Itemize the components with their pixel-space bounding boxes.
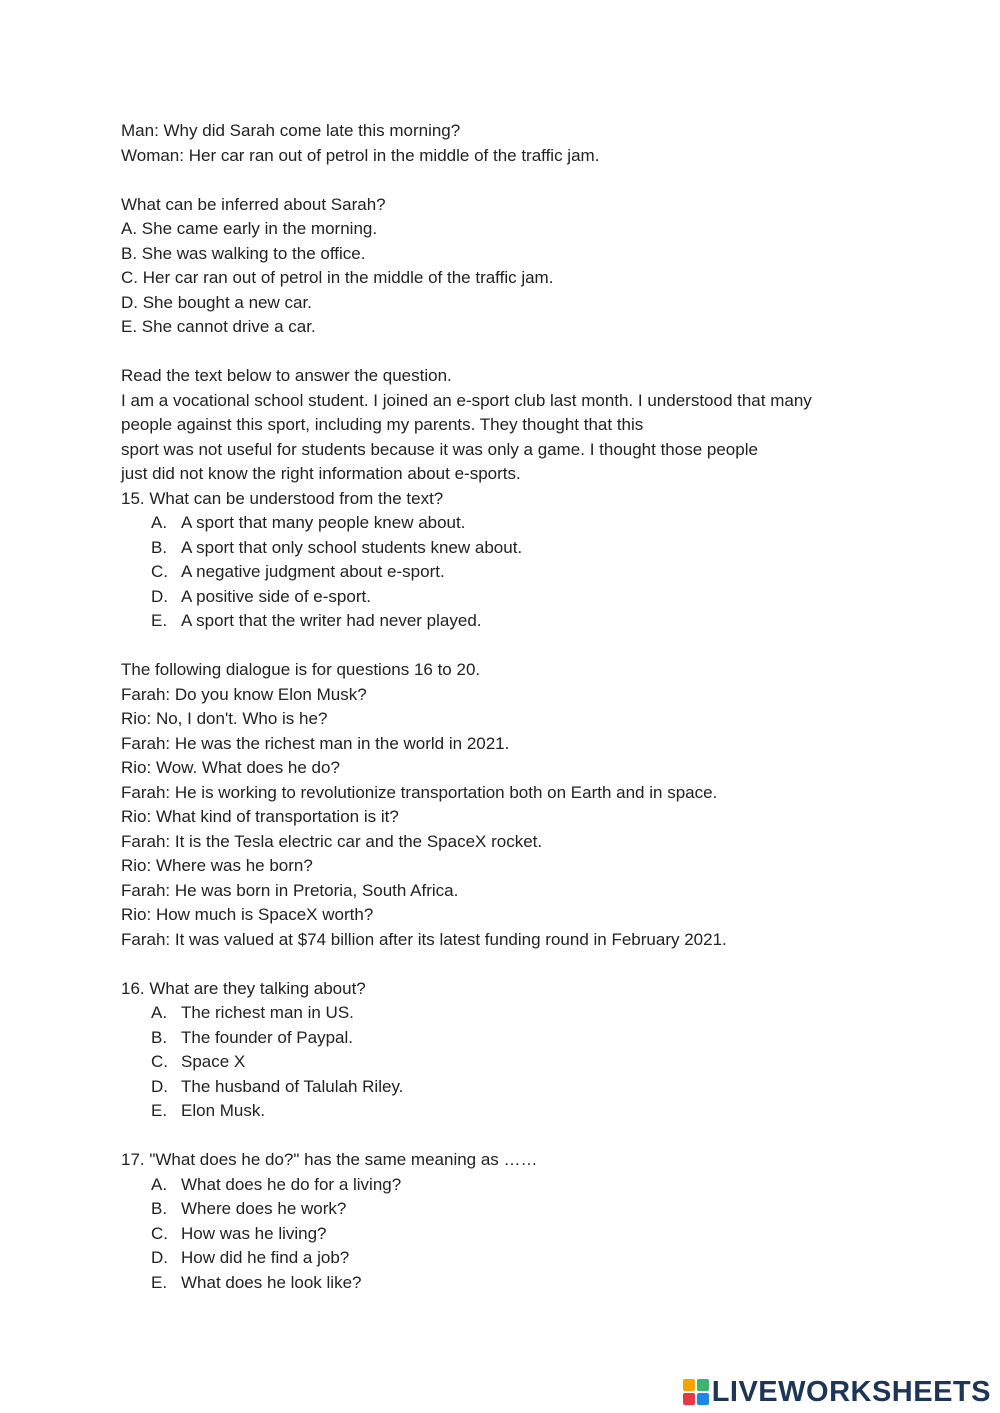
option-15-b xyxy=(121,536,921,561)
option-15-d xyxy=(121,585,921,610)
dialogue-line: Farah: He was born in Pretoria, South Africa. xyxy=(121,880,459,900)
option-15-c xyxy=(121,560,921,585)
question-15: 15. What can be understood from the text? xyxy=(121,488,444,508)
option-17-a xyxy=(121,1173,921,1198)
logo-square xyxy=(697,1393,709,1405)
option-letter: A. xyxy=(151,1174,168,1194)
question-sarah: What can be inferred about Sarah? xyxy=(121,194,386,214)
option-text: How did he find a job? xyxy=(181,1248,350,1267)
option-17-b xyxy=(121,1197,921,1222)
option-sarah-d: D. She bought a new car. xyxy=(121,292,312,312)
option-17-c xyxy=(121,1222,921,1247)
option-17-d xyxy=(121,1246,921,1271)
dialogue-line: Farah: It is the Tesla electric car and the SpaceX rocket. xyxy=(121,831,543,851)
option-letter: A. xyxy=(151,1003,168,1022)
logo-mark-icon xyxy=(683,1379,709,1405)
option-16-e xyxy=(121,1099,921,1124)
option-text: A negative judgment about e-sport. xyxy=(181,562,445,581)
option-text: A positive side of e-sport. xyxy=(181,586,371,606)
option-17-e xyxy=(121,1271,921,1296)
option-letter: B. xyxy=(151,1199,168,1218)
option-text: A sport that the writer had never played. xyxy=(181,611,482,630)
brand-name: LIVEWORKSHEETS xyxy=(711,1375,991,1408)
reading-line: people against this sport, including my parents. They thought that this xyxy=(121,415,644,434)
dialogue-line: Rio: No, I don't. Who is he? xyxy=(121,709,328,728)
option-letter: B. xyxy=(151,537,168,557)
option-text: The richest man in US. xyxy=(181,1003,354,1022)
option-letter: A. xyxy=(151,513,168,532)
dialogue-line: Rio: What kind of transportation is it? xyxy=(121,807,399,826)
dialogue-intro: The following dialogue is for questions 16 to 20. xyxy=(121,660,481,679)
option-16-b xyxy=(121,1026,921,1051)
option-text: A sport that only school students knew about. xyxy=(181,537,523,557)
option-text: A sport that many people knew about. xyxy=(181,513,466,532)
question-16: 16. What are they talking about? xyxy=(121,978,366,998)
option-letter: C. xyxy=(151,1223,168,1243)
dialogue-line: Rio: How much is SpaceX worth? xyxy=(121,905,374,924)
reading-intro: Read the text below to answer the question. xyxy=(121,366,452,385)
option-16-d xyxy=(121,1075,921,1100)
option-sarah-e: E. She cannot drive a car. xyxy=(121,317,316,336)
option-text: What does he do for a living? xyxy=(181,1174,402,1194)
option-text: The husband of Talulah Riley. xyxy=(181,1076,404,1096)
logo-square xyxy=(697,1379,709,1391)
reading-line: I am a vocational school student. I joined an e-sport club last month. I understood that many xyxy=(121,390,812,410)
option-letter: D. xyxy=(151,1076,168,1096)
option-sarah-b: B. She was walking to the office. xyxy=(121,243,366,263)
dialogue-line: Farah: Do you know Elon Musk? xyxy=(121,684,367,704)
option-letter: C. xyxy=(151,1052,168,1071)
option-letter: E. xyxy=(151,611,168,630)
option-text: Where does he work? xyxy=(181,1199,347,1218)
logo-square xyxy=(683,1379,695,1391)
option-16-c xyxy=(121,1050,921,1075)
option-15-e xyxy=(121,609,921,634)
dialogue-line: Farah: He was the richest man in the world in 2021. xyxy=(121,733,510,753)
dialogue-line: Farah: It was valued at $74 billion after its latest funding round in February 2021. xyxy=(121,929,727,949)
option-text: The founder of Paypal. xyxy=(181,1027,354,1047)
dialogue-line-woman: Woman: Her car ran out of petrol in the middle of the traffic jam. xyxy=(121,145,600,165)
worksheet-page xyxy=(121,119,921,1295)
option-text: What does he look like? xyxy=(181,1272,362,1292)
option-text: Space X xyxy=(181,1052,246,1071)
option-letter: C. xyxy=(151,562,168,581)
reading-line: just did not know the right information about e-sports. xyxy=(121,464,521,483)
option-letter: D. xyxy=(151,586,168,606)
logo-square xyxy=(683,1393,695,1405)
option-letter: B. xyxy=(151,1027,168,1047)
question-17: 17. "What does he do?" has the same meaning as …… xyxy=(121,1150,538,1169)
liveworksheets-logo[interactable] xyxy=(683,1377,991,1407)
dialogue-line: Farah: He is working to revolutionize transportation both on Earth and in space. xyxy=(121,782,718,802)
option-letter: D. xyxy=(151,1248,168,1267)
dialogue-line-man: Man: Why did Sarah come late this morning? xyxy=(121,121,461,140)
dialogue-line: Rio: Where was he born? xyxy=(121,856,313,875)
option-letter: E. xyxy=(151,1101,168,1120)
option-15-a xyxy=(121,511,921,536)
option-text: How was he living? xyxy=(181,1223,327,1243)
option-sarah-a: A. She came early in the morning. xyxy=(121,219,378,238)
dialogue-line: Rio: Wow. What does he do? xyxy=(121,758,340,777)
option-16-a xyxy=(121,1001,921,1026)
option-sarah-c: C. Her car ran out of petrol in the middle of the traffic jam. xyxy=(121,268,554,287)
option-letter: E. xyxy=(151,1272,168,1292)
option-text: Elon Musk. xyxy=(181,1101,266,1120)
reading-line: sport was not useful for students because it was only a game. I thought those people xyxy=(121,439,758,459)
